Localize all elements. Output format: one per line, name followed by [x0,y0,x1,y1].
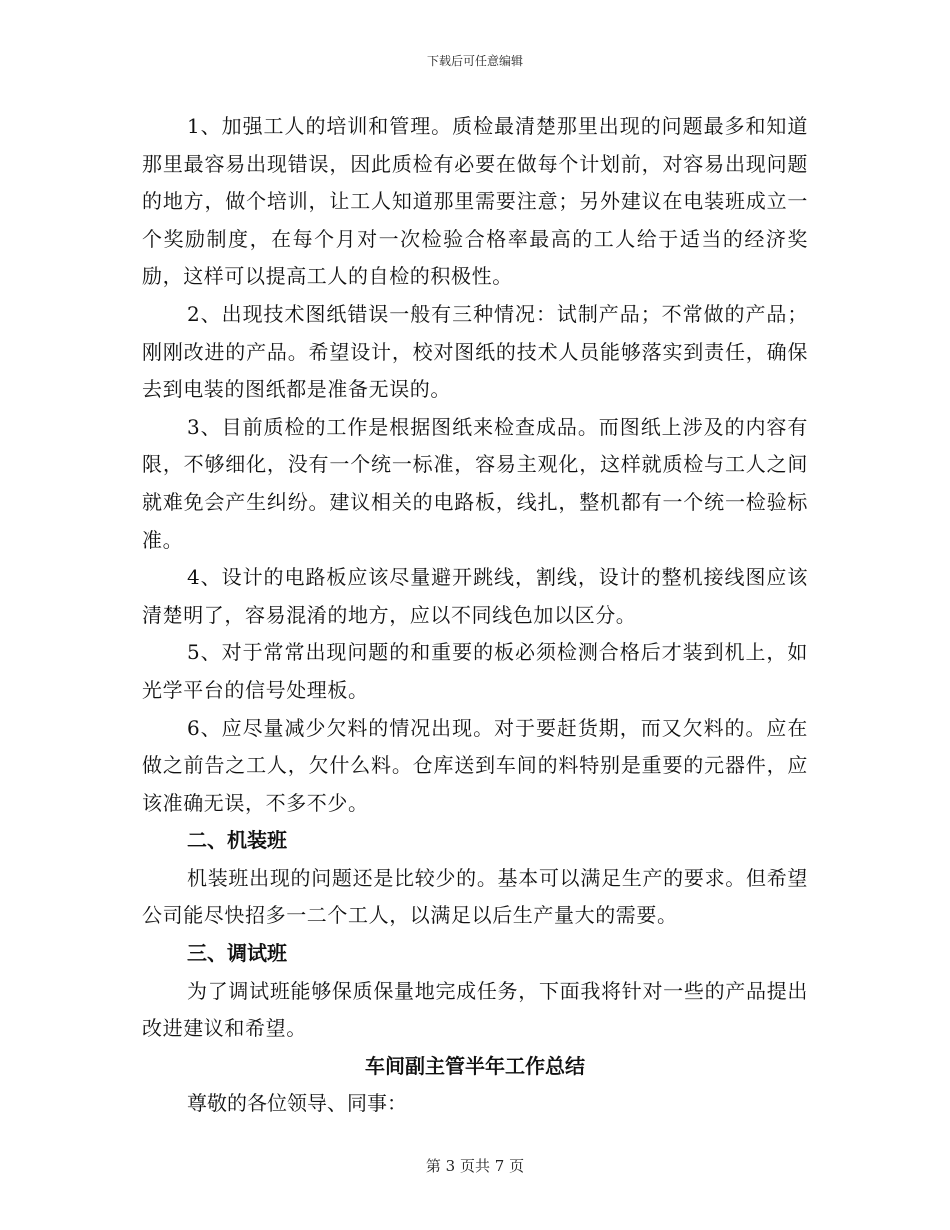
paragraph-item-4: 4、设计的电路板应该尽量避开跳线，割线，设计的整机接线图应该清楚明了，容易混淆的地方，应以不同线色加以区分。 [142,565,808,627]
paragraph-item-1: 1、加强工人的培训和管理。质检最清楚那里出现的问题最多和知道那里最容易出现错误，因此质检有必要在做每个计划前，对容易出现问题的地方，做个培训，让工人知道那里需要注意；另外建议在电装班成立一个奖励制度，在每个月对一次检验合格率最高的工人给于适当的经济奖励，这样可以提高工人的自检的积极性。 [142,114,808,289]
paragraph-item-6: 6、应尽量减少欠料的情况出现。对于要赶货期，而又欠料的。应在做之前告之工人，欠什么料。仓库送到车间的料特别是重要的元器件，应该准确无误，不多不少。 [142,715,808,815]
section-heading-debugging: 三、调试班 [187,941,287,966]
page-header: 下载后可任意编辑 [426,54,523,68]
page-footer: 第 3 页共 7 页 [425,1157,525,1175]
section-heading-machine-assembly: 二、机装班 [187,828,287,853]
paragraph-item-5: 5、对于常常出现问题的和重要的板必须检测合格后才装到机上，如光学平台的信号处理板。 [142,640,808,702]
document-title: 车间副主管半年工作总结 [365,1053,585,1078]
document-body [142,108,808,1123]
greeting: 尊敬的各位领导、同事： [187,1091,407,1116]
paragraph-item-3: 3、目前质检的工作是根据图纸来检查成品。而图纸上涉及的内容有限，不够细化，没有一个统一标准，容易主观化，这样就质检与工人之间就难免会产生纠纷。建议相关的电路板，线扎，整机都有一个统一检验标准。 [142,414,808,552]
paragraph-machine-assembly: 机装班出现的问题还是比较少的。基本可以满足生产的要求。但希望公司能尽快招多一二个工人，以满足以后生产量大的需要。 [142,865,808,928]
paragraph-debugging: 为了调试班能够保质保量地完成任务，下面我将针对一些的产品提出改进建议和希望。 [142,978,808,1041]
paragraph-item-2: 2、出现技术图纸错误一般有三种情况：试制产品；不常做的产品；刚刚改进的产品。希望设计，校对图纸的技术人员能够落实到责任，确保去到电装的图纸都是准备无误的。 [142,301,808,402]
